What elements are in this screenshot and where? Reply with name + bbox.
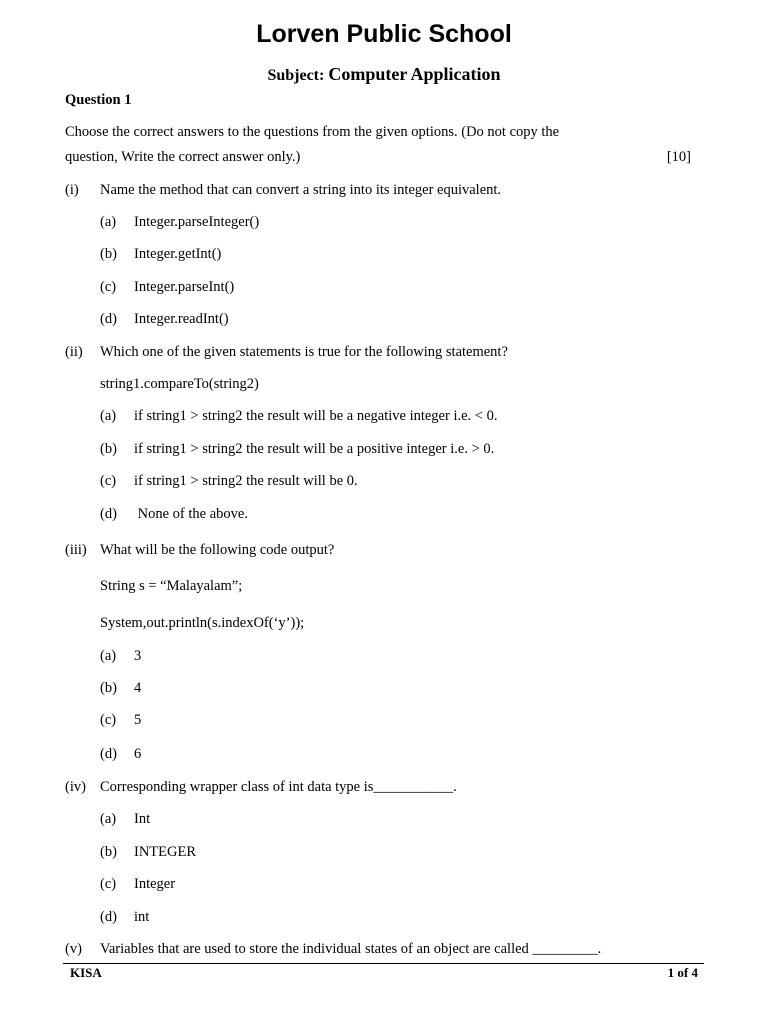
option-label: (c) (100, 876, 117, 892)
option-label: (c) (100, 712, 117, 728)
footer-divider (63, 963, 704, 964)
option-label: (d) (100, 311, 117, 327)
option-text: 5 (134, 712, 142, 728)
subject-label: Subject: (267, 67, 325, 84)
option-text: 6 (134, 746, 142, 762)
subject-line (0, 64, 768, 85)
option-text: INTEGER (134, 844, 197, 860)
option-label: (c) (100, 279, 117, 295)
question-text: Which one of the given statements is true for the following statement? (100, 344, 508, 360)
instruction-line-2: question, Write the correct answer only.) (65, 149, 301, 165)
question-text: Name the method that can convert a string into its integer equivalent. (100, 182, 502, 198)
option-text: 4 (134, 680, 142, 696)
option-text: None of the above. (134, 506, 248, 522)
option-text: 3 (134, 648, 142, 664)
question-text: What will be the following code output? (100, 542, 335, 558)
option-label: (a) (100, 648, 117, 664)
option-label: (d) (100, 909, 117, 925)
question-number: (iv) (65, 779, 86, 795)
option-text: Integer.parseInteger() (134, 214, 260, 230)
option-text: Int (134, 811, 151, 827)
code-line: string1.compareTo(string2) (100, 376, 259, 392)
subject-value: Computer Application (328, 64, 501, 84)
school-name: Lorven Public School (256, 20, 512, 48)
option-text: Integer.parseInt() (134, 279, 235, 295)
marks: [10] (666, 149, 691, 165)
option-label: (d) (100, 506, 117, 522)
option-label: (a) (100, 408, 117, 424)
question-text: Variables that are used to store the individual states of an object are called _________. (100, 941, 602, 957)
option-text: if string1 > string2 the result will be a negative integer i.e. < 0. (134, 408, 498, 424)
option-text: Integer (134, 876, 176, 892)
option-label: (d) (100, 746, 117, 762)
page-number: 1 of 4 (667, 965, 698, 980)
option-text: Integer.readInt() (134, 311, 229, 327)
code-line: String s = “Malayalam”; (100, 578, 243, 594)
instruction-line-1: Choose the correct answers to the questions from the given options. (Do not copy the (65, 124, 560, 140)
option-label: (b) (100, 246, 117, 262)
question-number: (v) (65, 941, 82, 957)
option-label: (c) (100, 473, 117, 489)
code-line: System,out.println(s.indexOf(‘y’)); (100, 615, 305, 631)
question-number: (ii) (65, 344, 83, 360)
question-heading: Question 1 (65, 92, 132, 108)
option-label: (b) (100, 441, 117, 457)
question-text: Corresponding wrapper class of int data type is___________. (100, 779, 457, 795)
option-text: Integer.getInt() (134, 246, 222, 262)
question-number: (i) (65, 182, 79, 198)
option-label: (b) (100, 844, 117, 860)
option-label: (b) (100, 680, 117, 696)
option-text: if string1 > string2 the result will be a positive integer i.e. > 0. (134, 441, 495, 457)
option-text: int (134, 909, 150, 925)
option-label: (a) (100, 811, 117, 827)
option-label: (a) (100, 214, 117, 230)
question-number: (iii) (65, 542, 87, 558)
footer-code: KISA (70, 965, 102, 980)
option-text: if string1 > string2 the result will be 0. (134, 473, 358, 489)
